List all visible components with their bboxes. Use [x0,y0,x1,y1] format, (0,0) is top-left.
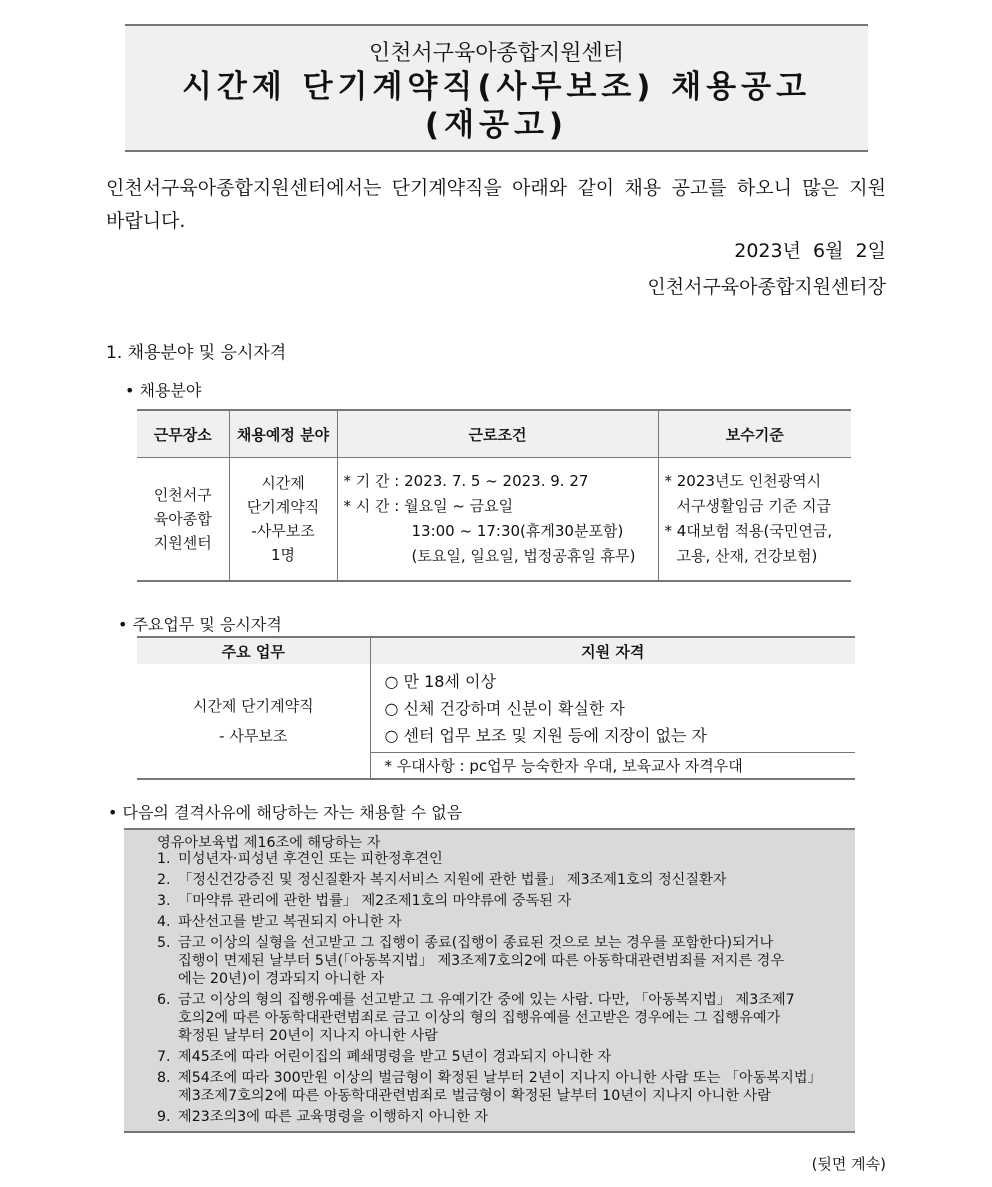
header-conditions: 근로조건 [337,410,658,458]
cell-conditions [337,458,658,582]
table-row [137,458,851,582]
item-number: 6. [157,992,171,1008]
announcement-date: 2023년 6월 2일 [734,240,886,262]
cell-place [137,458,229,582]
intro-word: 지원 [849,177,886,199]
list-item [157,934,855,988]
table-header-row [137,410,851,458]
cell-field [229,458,337,582]
intro-word: 인천서구육아종합지원센터에서는 [106,177,382,199]
item-number: 7. [157,1049,171,1065]
item-text: 파산선고를 받고 복권되지 아니한 자 [178,914,402,930]
list-item [157,892,855,910]
recruit-field-table [137,409,851,582]
title-line: 시간제 단기계약직(사무보조) 채용공고 [181,69,812,105]
intro-line-1 [106,172,886,205]
list-item [157,1069,855,1105]
intro-word: 하오니 [736,177,792,199]
list-item [157,850,855,868]
qualification-item: ○ 만 18세 이상 [384,671,496,691]
title-block [125,24,868,152]
item-text: 제54조에 따라 300만원 이상의 벌금형이 확정된 날부터 2년이 지나지 아니한 사람 또는 「아동복지법」 제3조제7호의2에 따른 아동학대관련범죄로 벌금형이 확정된 날부터 10년이 지나지 아니한 사람 [178,1070,822,1104]
field-line: 단기계약직 [246,498,320,516]
qualification-item: ○ 신체 건강하며 신분이 확실한 자 [384,698,625,718]
item-text: 제23조의3에 따른 교육명령을 이행하지 아니한 자 [178,1109,489,1125]
condition-days: * 시 간 : 월요일 ~ 금요일 [343,497,514,515]
intro-word: 많은 [802,177,839,199]
intro-word: 단기계약직을 [391,177,502,199]
pay-line: * 2023년도 인천광역시 [664,472,822,490]
intro-word: 공고를 [671,177,727,199]
table-row [137,664,855,753]
bullet-disqualifications: • 다음의 결격사유에 해당하는 자는 채용할 수 없음 [108,803,463,822]
cell-preference: * 우대사항 : pc업무 능숙한자 우대, 보육교사 자격우대 [370,753,855,780]
item-text: 미성년자·피성년 후견인 또는 피한정후견인 [178,851,443,867]
intro-word: 아래와 [512,177,568,199]
cell-duty [137,664,370,779]
item-number: 5. [157,935,171,951]
list-item [157,1048,855,1066]
item-number: 3. [157,893,171,909]
section-title: 1. 채용분야 및 응시자격 [106,343,287,363]
header-pay: 보수기준 [658,410,851,458]
intro-word: 채용 [624,177,662,199]
item-number: 1. [157,851,171,867]
item-text: 「정신건강증진 및 정신질환자 복지서비스 지원에 관한 법률」 제3조제1호의 정신질환자 [178,872,727,888]
list-item [157,913,855,931]
item-number: 2. [157,872,171,888]
item-text: 제45조에 따라 어린이집의 폐쇄명령을 받고 5년이 경과되지 아니한 자 [178,1049,612,1065]
duty-line: - 사무보조 [219,727,288,745]
table-header-row [137,637,855,664]
pay-line: * 4대보험 적용(국민연금, [664,522,833,540]
place-line: 육아종합 [153,510,212,528]
list-item [157,1108,855,1126]
title-reannouncement: (재공고) [424,107,569,143]
header-qualification: 지원 자격 [370,637,855,664]
item-number: 8. [157,1070,171,1086]
field-line: -사무보조 [251,522,315,540]
intro-paragraph [106,172,886,238]
cell-qualifications [370,664,855,753]
condition-hours: 13:00 ~ 17:30(휴게30분포함) [411,522,624,540]
disqualification-box [124,828,855,1133]
list-item [157,871,855,889]
item-number: 9. [157,1109,171,1125]
pay-line: 서구생활임금 기준 지급 [676,497,831,515]
condition-holidays: (토요일, 일요일, 법정공휴일 휴무) [411,547,636,565]
header-place: 근무장소 [137,410,229,458]
item-number: 4. [157,914,171,930]
page-title [125,68,868,144]
signer: 인천서구육아종합지원센터장 [647,276,886,298]
duties-table [137,636,855,780]
item-text: 「마약류 관리에 관한 법률」 제2조제1호의 마약류에 중독된 자 [178,893,572,909]
intro-line-2: 바랍니다. [106,210,186,232]
bullet-duties: • 주요업무 및 응시자격 [118,615,282,634]
field-line: 1명 [270,546,296,564]
disqualification-heading: 영유아보육법 제16조에 해당하는 자 [157,835,381,851]
bullet-recruit-field: • 채용분야 [125,381,202,400]
continued-note: (뒷면 계속) [811,1155,886,1173]
disqualification-list [157,850,855,1129]
org-name: 인천서구육아종합지원센터 [368,41,625,66]
item-text: 금고 이상의 실형을 선고받고 그 집행이 종료(집행이 종료된 것으로 보는 경우를 포함한다)되거나 집행이 면제된 날부터 5년(「아동복지법」 제3조제7호의2에 따른 아동학대관련범죄를 저지른 경우 에는 20년)이 경과되지 아니한 자 [178,935,785,987]
list-item [157,991,855,1045]
item-text: 금고 이상의 형의 집행유예를 선고받고 그 유예기간 중에 있는 사람. 다만, 「아동복지법」 제3조제7 호의2에 따른 아동학대관련범죄로 금고 이상의 형의 집행유예를 선고받은 경우에는 그 집행유예가 확정된 날부터 20년이 지나지 아니한 사람 [178,992,795,1044]
header-duty: 주요 업무 [137,637,370,664]
duty-line: 시간제 단기계약직 [192,697,314,715]
intro-word: 같이 [577,177,615,199]
pay-line: 고용, 산재, 건강보험) [676,547,818,565]
qualification-item: ○ 센터 업무 보조 및 지원 등에 지장이 없는 자 [384,725,707,745]
place-line: 지원센터 [153,534,212,552]
cell-pay [658,458,851,582]
condition-period: * 기 간 : 2023. 7. 5 ~ 2023. 9. 27 [343,472,589,490]
header-field: 채용예정 분야 [229,410,337,458]
place-line: 인천서구 [153,486,212,504]
field-line: 시간제 [261,474,305,492]
